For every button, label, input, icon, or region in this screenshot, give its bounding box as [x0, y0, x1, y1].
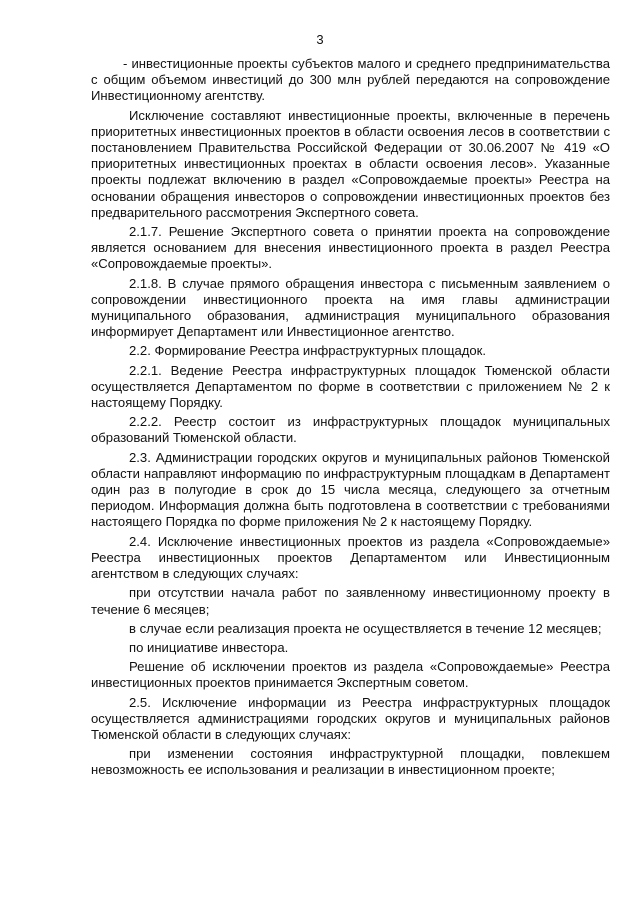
- paragraph: 2.4. Исключение инвестиционных проектов из раздела «Сопровождаемые» Реестра инвестиционных проектов Департаментом или Инвестиционным агентством в следующих случаях:: [91, 533, 610, 582]
- paragraph: 2.2. Формирование Реестра инфраструктурных площадок.: [129, 343, 487, 359]
- paragraph: 2.5. Исключение информации из Реестра инфраструктурных площадок осуществляется администрациями городских округов и муниципальных районов Тюменской области в следующих случаях:: [91, 694, 610, 742]
- page-number: 3: [316, 32, 324, 47]
- paragraph: по инициативе инвестора.: [129, 639, 289, 655]
- paragraph: при отсутствии начала работ по заявленному инвестиционному проекту в течение 6 месяцев;: [91, 585, 610, 617]
- document-body: [91, 56, 610, 782]
- paragraph: Исключение составляют инвестиционные проекты, включенные в перечень приоритетных инвестиционных проектов в области освоения лесов в соответствии с постановлением Правительства Российской Федерации от 30.06.2007 № 419 «О приоритетных инвестиционных проектах в области освоения лесов». Указанные проекты подлежат включению в раздел «Сопровождаемые проекты» Реестра на основании обращения инвесторов о сопровождении инвестиционных проектов без предварительного рассмотрения Экспертного совета.: [91, 107, 610, 220]
- paragraph: в случае если реализация проекта не осуществляется в течение 12 месяцев;: [129, 620, 602, 636]
- paragraph: 2.2.1. Ведение Реестра инфраструктурных площадок Тюменской области осуществляется Департаментом по форме в соответствии с приложением № 2 к настоящему Порядку.: [91, 362, 610, 411]
- paragraph: Решение об исключении проектов из раздела «Сопровождаемые» Реестра инвестиционных проектов принимается Экспертным советом.: [91, 659, 610, 691]
- paragraph: 2.1.8. В случае прямого обращения инвестора с письменным заявлением о сопровождении инвестиционного проекта на имя главы администрации муниципального образования, администрация муниципального образования информирует Департамент или Инвестиционное агентство.: [91, 275, 610, 340]
- paragraph: 2.1.7. Решение Экспертного совета о принятии проекта на сопровождение является основанием для внесения инвестиционного проекта в раздел Реестра «Сопровождаемые проекты».: [91, 224, 610, 272]
- paragraph: 2.3. Администрации городских округов и муниципальных районов Тюменской области направляют информацию по инфраструктурным площадкам в Департамент один раз в полугодие в срок до 15 числа месяца, следующего за отчетным периодом. Информация должна быть подготовлена в соответствии с требованиями настоящего Порядка по форме приложения № 2 к настоящему Порядку.: [91, 449, 610, 530]
- paragraph: при изменении состояния инфраструктурной площадки, повлекшем невозможность ее использования и реализации в инвестиционном проекте;: [91, 746, 610, 778]
- paragraph: 2.2.2. Реестр состоит из инфраструктурных площадок муниципальных образований Тюменской области.: [91, 414, 610, 446]
- paragraph: - инвестиционные проекты субъектов малого и среднего предпринимательства с общим объемом инвестиций до 300 млн рублей передаются на сопровождение Инвестиционному агентству.: [91, 56, 610, 104]
